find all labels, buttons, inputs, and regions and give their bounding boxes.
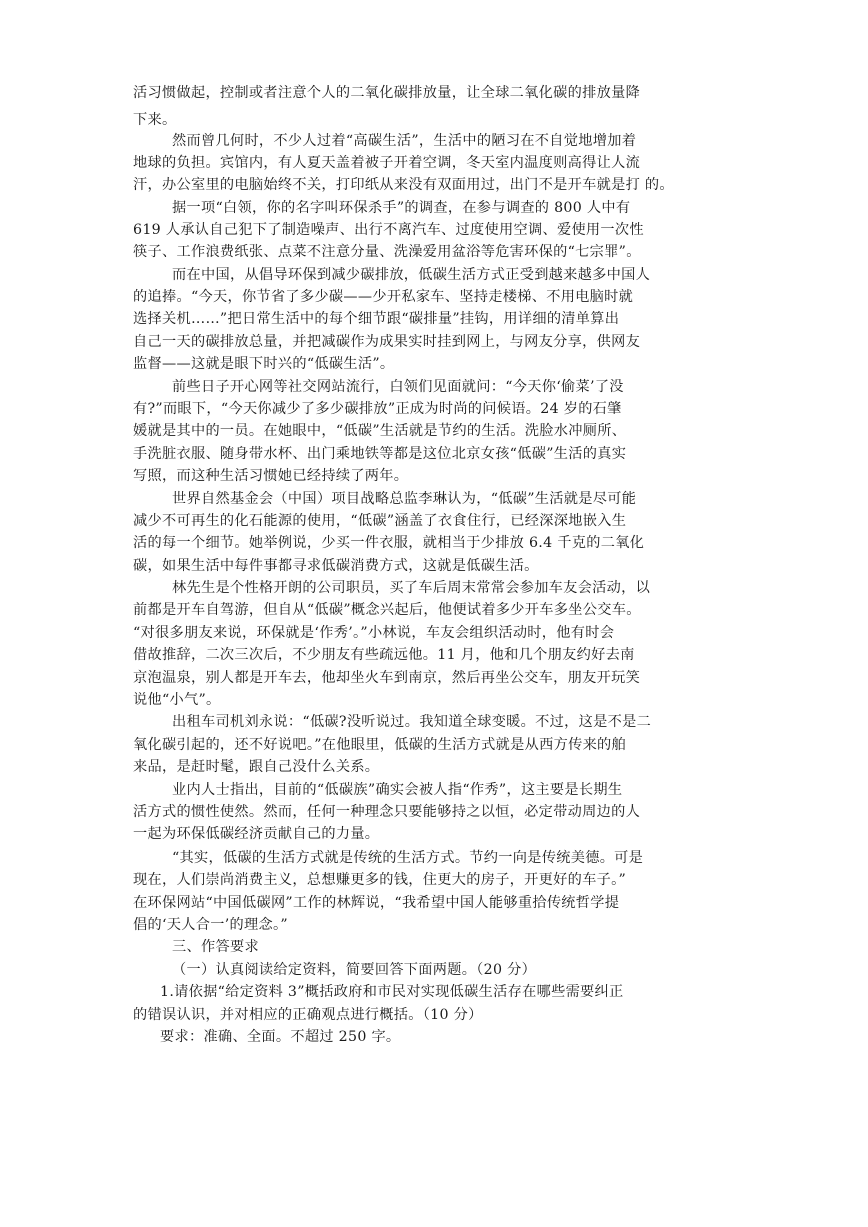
text-line: 活的每一个细节。她举例说，少买一件衣服，就相当于少排放 6.4 千克的二氧化 bbox=[133, 535, 645, 551]
text-line: 说他“小气”。 bbox=[133, 692, 221, 708]
text-line: 世界自然基金会（中国）项目战略总监李琳认为，“低碳”生活就是尽可能 bbox=[172, 491, 637, 507]
text-line: 写照，而这种生活习惯她已经持续了两年。 bbox=[133, 468, 409, 484]
text-line: 前些日子开心网等社交网站流行，白领们见面就问：“今天你‘偷菜’了没 bbox=[172, 379, 624, 395]
text-line: 出租车司机刘永说：“低碳?没听说过。我知道全球变暖。不过，这是不是二 bbox=[172, 714, 652, 730]
text-line: 借故推辞，二次三次后，不少朋友有些疏远他。11 月，他和几个朋友约好去南 bbox=[133, 647, 635, 663]
text-line: 在环保网站“中国低碳网”工作的林辉说，“我希望中国人能够重拾传统哲学提 bbox=[133, 895, 620, 911]
text-line: 来品，是赶时髦，跟自己没什么关系。 bbox=[133, 759, 380, 775]
text-line: 林先生是个性格开朗的公司职员，买了车后周末常常会参加车友会活动，以 bbox=[172, 580, 651, 596]
text-line: 活习惯做起，控制或者注意个人的二氧化碳排放量，让全球二氧化碳的排放量降 bbox=[133, 85, 641, 101]
text-line: 自己一天的碳排放总量，并把减碳作为成果实时挂到网上，与网友分享，供网友 bbox=[133, 334, 641, 350]
text-line: 的追捧。“今天，你节省了多少碳——少开私家车、坚持走楼梯、不用电脑时就 bbox=[133, 289, 634, 305]
question-line: 1.请依据“给定资料 3”概括政府和市民对实现低碳生活存在哪些需要纠正 bbox=[160, 984, 624, 1000]
text-line: 选择关机……”把日常生活中的每个细节跟“碳排量”挂钩，用详细的清单算出 bbox=[133, 311, 620, 327]
question-line: 的错误认识，并对相应的正确观点进行概括。（10 分） bbox=[133, 1007, 483, 1023]
text-line: 前都是开车自驾游，但自从“低碳”概念兴起后，他便试着多少开车多坐公交车。 bbox=[133, 602, 641, 618]
text-line: 业内人士指出，目前的“低碳族”确实会被人指“作秀”，这主要是长期生 bbox=[172, 782, 623, 798]
text-line: 筷子、工作浪费纸张、点菜不注意分量、洗澡爱用盆浴等危害环保的“七宗罪”。 bbox=[133, 244, 641, 260]
text-line: 监督——这就是眼下时兴的“低碳生活”。 bbox=[133, 356, 395, 372]
text-line: 现在，人们崇尚消费主义，总想赚更多的钱，住更大的房子，开更好的车子。” bbox=[133, 872, 627, 888]
text-line: 而在中国，从倡导环保到减少碳排放，低碳生活方式正受到越来越多中国人 bbox=[172, 267, 651, 283]
text-line: 手洗脏衣服、随身带水杯、出门乘地铁等都是这位北京女孩“低碳”生活的真实 bbox=[133, 446, 627, 462]
text-line: “其实，低碳的生活方式就是传统的生活方式。节约一向是传统美德。可是 bbox=[172, 850, 644, 866]
text-line: 然而曾几何时，不少人过着“高碳生活”，生活中的陋习在不自觉地增加着 bbox=[172, 133, 637, 149]
text-line: 碳，如果生活中每件事都寻求低碳消费方式，这就是低碳生活。 bbox=[133, 558, 539, 574]
text-line: 下来。 bbox=[133, 112, 177, 128]
requirement-line: 要求：准确、全面。不超过 250 字。 bbox=[160, 1029, 401, 1045]
text-line: 活方式的惯性使然。然而，任何一种理念只要能够持之以恒，必定带动周边的人 bbox=[133, 804, 641, 820]
text-line: 氧化碳引起的，还不好说吧。”在他眼里，低碳的生活方式就是从西方传来的舶 bbox=[133, 737, 627, 753]
text-line: “对很多朋友来说，环保就是‘作秀’。”小林说，车友会组织活动时，他有时会 bbox=[133, 625, 615, 641]
text-line: （一）认真阅读给定资料，简要回答下面两题。（20 分） bbox=[172, 962, 537, 978]
text-line: 减少不可再生的化石能源的使用，“低碳”涵盖了衣食住行，已经深深地嵌入生 bbox=[133, 513, 627, 529]
text-line: 汗，办公室里的电脑始终不关，打印纸从来没有双面用过，出门不是开车就是打 的。 bbox=[133, 177, 674, 193]
text-line: 据一项“白领，你的名字叫环保杀手”的调查，在参与调查的 800 人中有 bbox=[172, 200, 631, 216]
text-line: 619 人承认自己犯下了制造噪声、出行不离汽车、过度使用空调、爱使用一次性 bbox=[133, 222, 644, 238]
section-heading: 三、作答要求 bbox=[172, 939, 259, 955]
text-line: 京泡温泉，别人都是开车去，他却坐火车到南京，然后再坐公交车，朋友开玩笑 bbox=[133, 670, 641, 686]
text-line: 一起为环保低碳经济贡献自己的力量。 bbox=[133, 826, 380, 842]
text-line: 倡的‘天人合一’的理念。” bbox=[133, 917, 288, 933]
text-line: 有?”而眼下，“今天你减少了多少碳排放”正成为时尚的问候语。24 岁的石肇 bbox=[133, 401, 622, 417]
text-line: 地球的负担。宾馆内，有人夏天盖着被子开着空调，冬天室内温度则高得让人流 bbox=[133, 155, 641, 171]
text-line: 媛就是其中的一员。在她眼中，“低碳”生活就是节约的生活。洗脸水冲厕所、 bbox=[133, 423, 627, 439]
